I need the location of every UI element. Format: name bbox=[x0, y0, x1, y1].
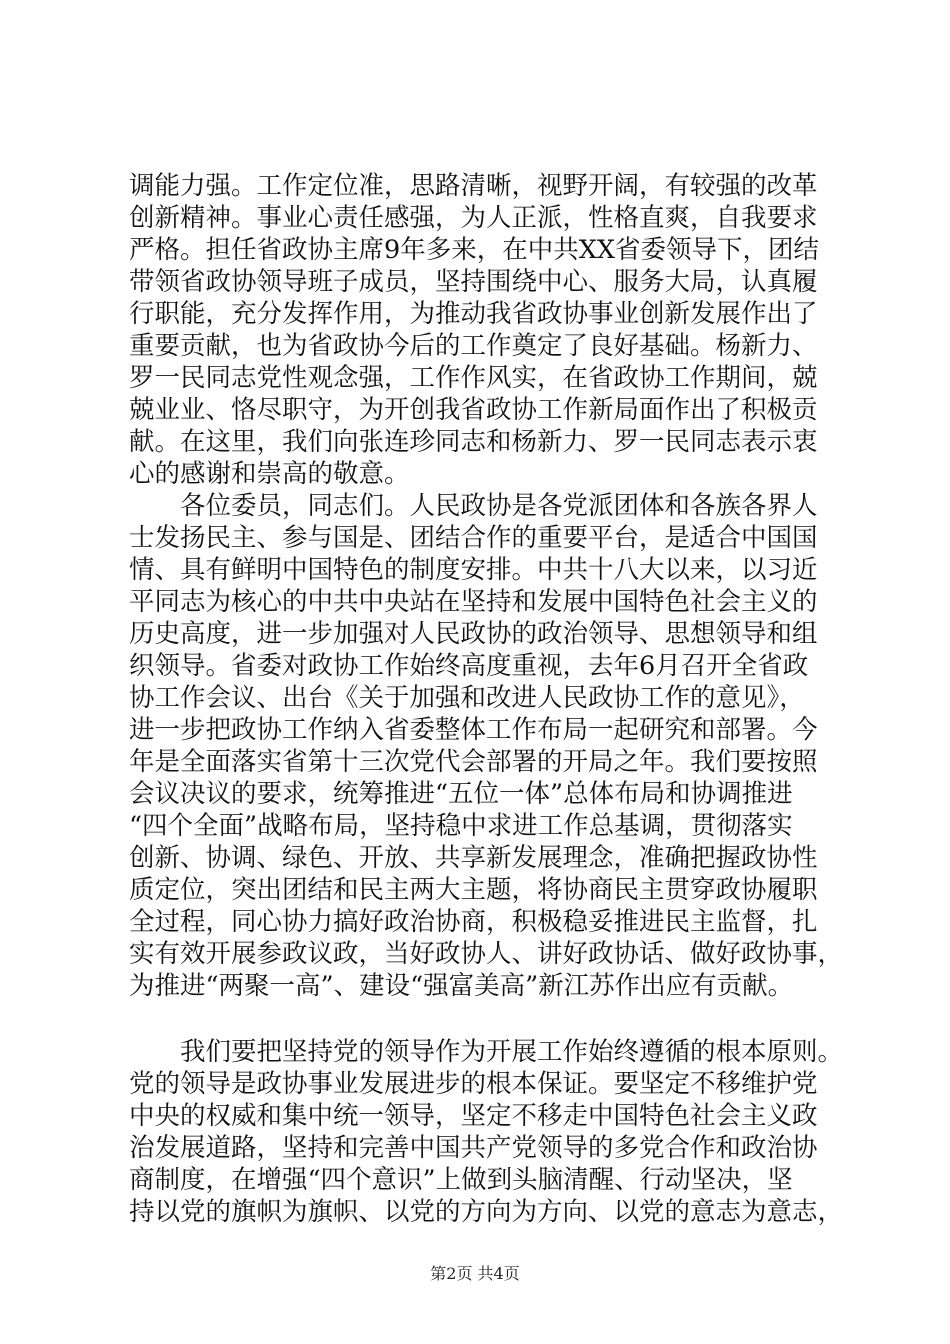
paragraph bbox=[129, 490, 844, 1002]
text-line: 商制度，在增强“四个意识”上做到头脑清醒、行动坚决，坚 bbox=[129, 1165, 793, 1195]
text-line: 我们要把坚持党的领导作为开展工作始终遵循的根本原则。 bbox=[129, 1037, 844, 1067]
page-number-label: 第2页 共4页 bbox=[430, 1264, 520, 1283]
text-line: 织领导。省委对政协工作始终高度重视，去年6月召开全省政 bbox=[129, 651, 809, 681]
text-line: 实有效开展参政议政，当好政协人、讲好政协话、做好政协事， bbox=[129, 939, 844, 969]
text-line: 兢业业、恪尽职守，为开创我省政协工作新局面作出了积极贡 bbox=[129, 395, 818, 425]
text-line: 党的领导是政协事业发展进步的根本保证。要坚定不移维护党 bbox=[129, 1069, 818, 1099]
document-body bbox=[129, 170, 844, 1228]
text-line: 进一步把政协工作纳入省委整体工作布局一起研究和部署。今 bbox=[129, 715, 818, 745]
text-line: 年是全面落实省第十三次党代会部署的开局之年。我们要按照 bbox=[129, 747, 818, 777]
text-line: 平同志为核心的中共中央站在坚持和发展中国特色社会主义的 bbox=[129, 587, 818, 617]
text-line: 带领省政协领导班子成员，坚持围绕中心、服务大局，认真履 bbox=[129, 267, 818, 297]
text-line: 各位委员，同志们。人民政协是各党派团体和各族各界人 bbox=[129, 491, 818, 521]
text-line: 创新精神。事业心责任感强，为人正派，性格直爽，自我要求 bbox=[129, 203, 818, 233]
text-line: 严格。担任省政协主席9年多来，在中共XX省委领导下，团结 bbox=[129, 235, 820, 265]
text-line: 协工作会议、出台《关于加强和改进人民政协工作的意见》， bbox=[129, 683, 805, 713]
text-line: 会议决议的要求，统筹推进“五位一体”总体布局和协调推进 bbox=[129, 779, 793, 809]
paragraph-gap bbox=[129, 1002, 829, 1036]
text-line: 士发扬民主、参与国是、团结合作的重要平台，是适合中国国 bbox=[129, 523, 818, 553]
text-line: 中央的权威和集中统一领导，坚定不移走中国特色社会主义政 bbox=[129, 1101, 818, 1131]
text-line: “四个全面”战略布局，坚持稳中求进工作总基调，贯彻落实 bbox=[129, 811, 793, 841]
text-line: 全过程，同心协力搞好政治协商，积极稳妥推进民主监督，扎 bbox=[129, 907, 818, 937]
text-line: 持以党的旗帜为旗帜、以党的方向为方向、以党的意志为意志， bbox=[129, 1197, 844, 1227]
text-line: 创新、协调、绿色、开放、共享新发展理念，准确把握政协性 bbox=[129, 843, 818, 873]
text-line: 为推进“两聚一高”、建设“强富美高”新江苏作出应有贡献。 bbox=[129, 971, 794, 1001]
text-line: 治发展道路，坚持和完善中国共产党领导的多党合作和政治协 bbox=[129, 1133, 818, 1163]
text-line: 心的感谢和崇高的敬意。 bbox=[129, 459, 410, 489]
text-line: 重要贡献，也为省政协今后的工作奠定了良好基础。杨新力、 bbox=[129, 331, 818, 361]
page-footer bbox=[0, 1264, 950, 1284]
text-line: 行职能，充分发挥作用，为推动我省政协事业创新发展作出了 bbox=[129, 299, 818, 329]
text-line: 历史高度，进一步加强对人民政协的政治领导、思想领导和组 bbox=[129, 619, 818, 649]
text-line: 质定位，突出团结和民主两大主题，将协商民主贯穿政协履职 bbox=[129, 875, 818, 905]
text-line: 献。在这里，我们向张连珍同志和杨新力、罗一民同志表示衷 bbox=[129, 427, 818, 457]
text-line: 情、具有鲜明中国特色的制度安排。中共十八大以来，以习近 bbox=[129, 555, 818, 585]
paragraph bbox=[129, 170, 829, 490]
paragraph bbox=[129, 1036, 844, 1228]
text-line: 罗一民同志党性观念强，工作作风实，在省政协工作期间，兢 bbox=[129, 363, 818, 393]
text-line: 调能力强。工作定位准，思路清晰，视野开阔，有较强的改革 bbox=[129, 171, 818, 201]
